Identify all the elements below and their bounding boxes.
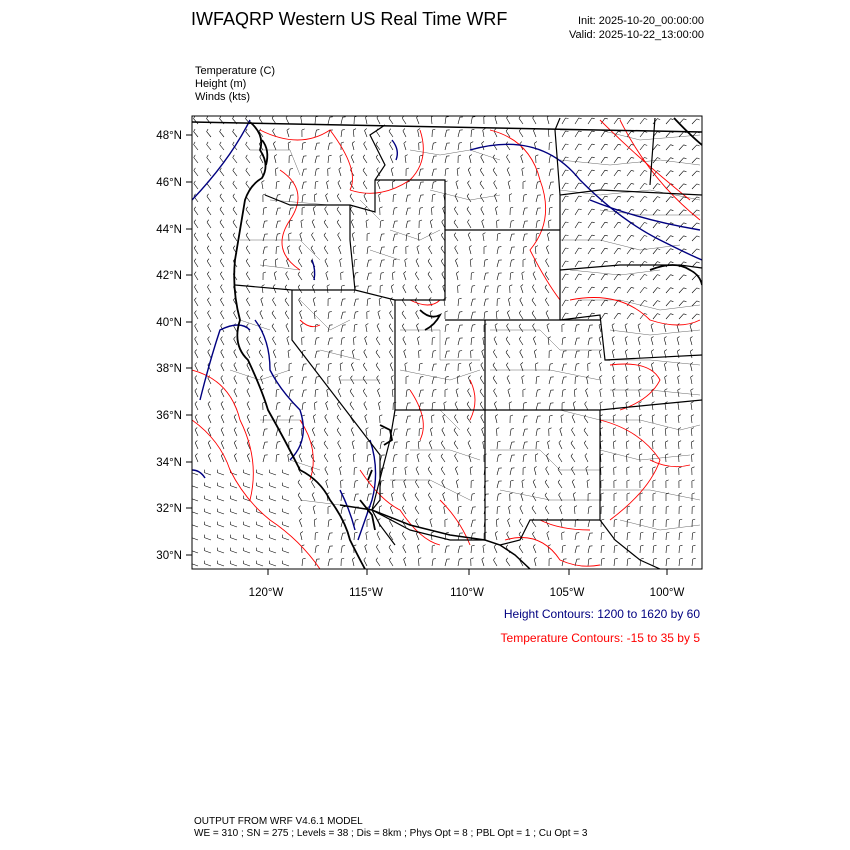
model-config: WE = 310 ; SN = 275 ; Levels = 38 ; Dis = 8km ; Phys Opt = 8 ; PBL Opt = 1 ; Cu Opt = 3 (194, 828, 588, 839)
lat-label: 34°N (156, 457, 182, 469)
international-border (192, 122, 702, 569)
longitude-labels (249, 587, 685, 599)
lat-label: 42°N (156, 270, 182, 282)
temperature-contour-caption: Temperature Contours: -15 to 35 by 5 (500, 631, 700, 645)
lat-label: 32°N (156, 503, 182, 515)
lat-label: 46°N (156, 177, 182, 189)
height-contours (192, 120, 702, 540)
valid-time: Valid: 2025-10-22_13:00:00 (569, 29, 704, 41)
lat-label: 30°N (156, 550, 182, 562)
longitude-axis (268, 569, 667, 575)
lon-label: 100°W (649, 587, 685, 599)
lat-label: 38°N (156, 363, 182, 375)
height-contour-caption: Height Contours: 1200 to 1620 by 60 (503, 607, 700, 621)
lon-label: 105°W (549, 587, 585, 599)
model-version: OUTPUT FROM WRF V4.6.1 MODEL (194, 816, 363, 827)
map-content (191, 116, 702, 570)
temperature-contours (192, 120, 700, 569)
lat-label: 40°N (156, 317, 182, 329)
field-winds: Winds (kts) (195, 91, 250, 103)
lon-label: 110°W (450, 587, 484, 599)
latitude-axis (186, 135, 192, 555)
model-info (194, 816, 587, 840)
field-temperature: Temperature (C) (195, 65, 276, 77)
lon-label: 115°W (349, 587, 383, 599)
init-time: Init: 2025-10-20_00:00:00 (578, 15, 704, 27)
latitude-labels (156, 130, 182, 562)
lat-label: 48°N (156, 130, 182, 142)
lon-label: 120°W (248, 587, 284, 599)
field-height: Height (m) (195, 78, 247, 90)
lat-label: 36°N (156, 410, 182, 422)
map-frame (192, 116, 702, 569)
lat-label: 44°N (156, 224, 182, 236)
map-title: IWFAQRP Western US Real Time WRF (191, 9, 508, 29)
